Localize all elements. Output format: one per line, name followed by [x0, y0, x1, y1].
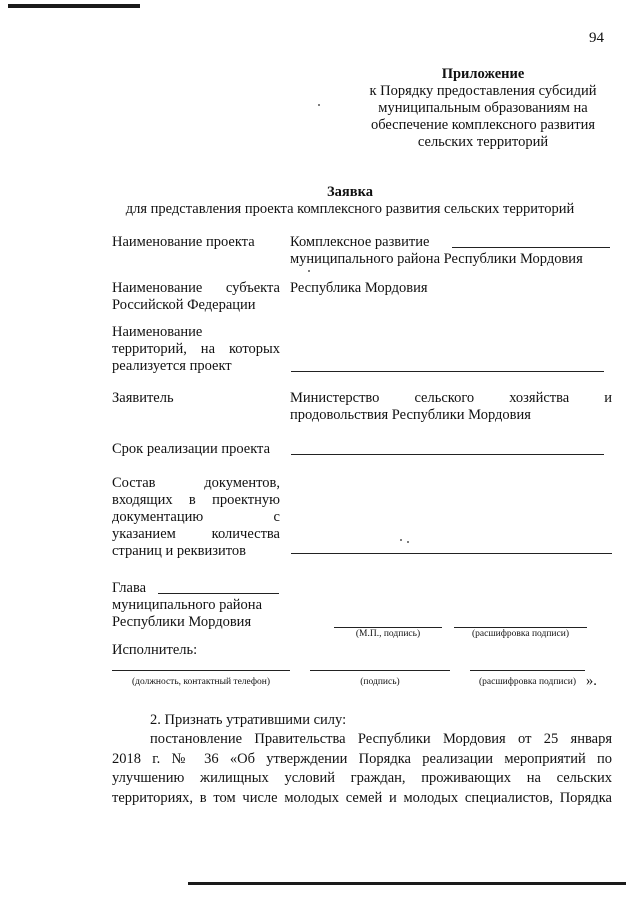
territory-label-cont: реализуется проект [112, 358, 232, 374]
appendix-header [338, 66, 628, 151]
position-caption: (должность, контактный телефон) [131, 677, 271, 687]
head-signature-line [334, 627, 442, 628]
position-line [112, 670, 290, 671]
scan-speck [400, 539, 402, 541]
applicant-value: Министерство сельского хозяйства и [290, 390, 612, 406]
scan-speck [308, 270, 310, 272]
appendix-line: к Порядку предоставления субсидий [369, 83, 597, 99]
subject-value: Республика Мордовия [290, 280, 428, 296]
docs-label-cont: входящих в проектную [112, 492, 280, 508]
executor-signature-line [310, 670, 450, 671]
para-line-1: постановление Правительства Республики Мордовия от 25 января [150, 731, 612, 747]
page-number: 94 [589, 30, 604, 46]
decode-caption-2: (расшифровка подписи) [479, 677, 576, 687]
para-line [112, 730, 612, 808]
term-blank [291, 454, 604, 455]
appendix-line: обеспечение комплексного развития [370, 117, 596, 133]
head-label-cont: муниципального района [112, 597, 262, 613]
decode-caption: (расшифровка подписи) [472, 629, 569, 639]
project-name-value: Комплексное развитие [290, 234, 430, 250]
para-line-3: улучшению жилищных условий граждан, проживающих на сельских [112, 770, 612, 786]
subject-label: Наименование субъекта [112, 280, 280, 296]
scan-speck [407, 541, 409, 543]
head-label-cont: Республики Мордовия [112, 614, 252, 630]
head-decode-line [454, 627, 587, 628]
scan-speck [318, 104, 320, 106]
project-name-value-cont: муниципального района Республики Мордовия [290, 251, 583, 267]
application-header [80, 184, 620, 218]
docs-label-cont: документацию с [112, 509, 280, 525]
appendix-title: Приложение [441, 66, 525, 82]
docs-label-cont: страниц и реквизитов [112, 543, 246, 559]
territory-blank [291, 371, 604, 372]
para-line-2: 2018 г. № 36 «Об утверждении Порядка реализации мероприятий по [112, 750, 612, 767]
project-name-label: Наименование проекта [112, 234, 255, 250]
item-2-heading: 2. Признать утратившими силу: [150, 712, 347, 728]
docs-blank [291, 553, 612, 554]
closing-quote: ». [586, 673, 597, 689]
sign-caption: (подпись) [360, 677, 400, 687]
term-label: Срок реализации проекта [112, 441, 271, 457]
head-label: Глава [112, 580, 147, 596]
appendix-line: сельских территорий [417, 134, 549, 150]
mp-caption: (М.П., подпись) [355, 629, 421, 639]
executor-label: Исполнитель: [112, 642, 198, 658]
territory-label-cont: территорий, на которых [112, 341, 280, 357]
appendix-line: муниципальным образованиям на [378, 100, 588, 116]
scan-edge-top [8, 4, 140, 8]
territory-label: Наименование [112, 324, 203, 340]
executor-decode-line [470, 670, 585, 671]
application-title: Заявка [327, 184, 373, 200]
para-line-4: территориях, в том числе молодых семей и молодых специалистов, Порядка [112, 789, 612, 806]
docs-label: Состав документов, [112, 475, 280, 491]
applicant-label: Заявитель [112, 390, 174, 406]
applicant-value-cont: продовольствия Республики Мордовия [290, 407, 531, 423]
scan-edge-bottom [188, 882, 626, 885]
subject-label-cont: Российской Федерации [112, 297, 256, 313]
docs-label-cont: указанием количества [112, 526, 280, 542]
application-subtitle: для представления проекта комплексного развития сельских территорий [125, 201, 575, 217]
head-district-blank [158, 593, 279, 594]
project-name-blank [452, 247, 610, 248]
